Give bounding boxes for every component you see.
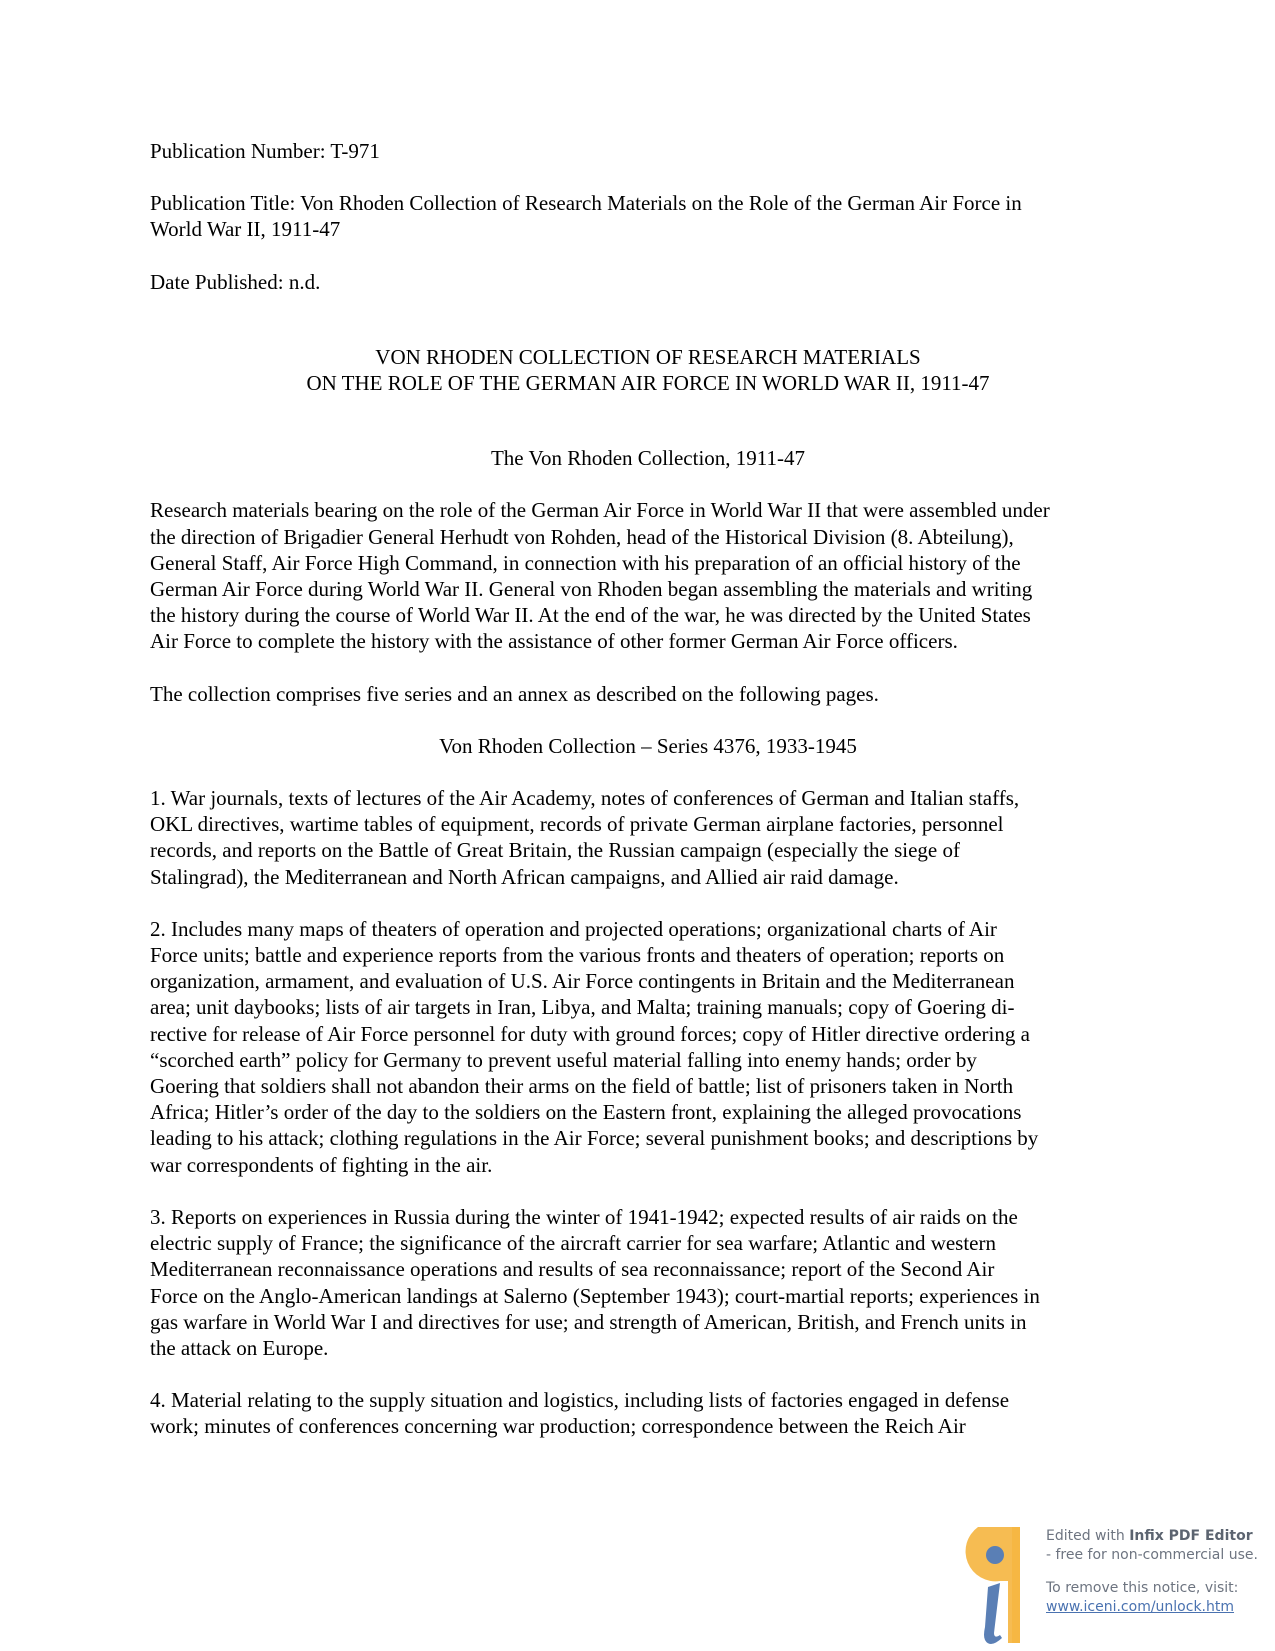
item-3-line: 3. Reports on experiences in Russia during the winter of 1941-1942; expected results of air raids on the [150, 1204, 1018, 1229]
date-published: Date Published: n.d. [150, 269, 321, 294]
item-2-paragraph [150, 916, 1146, 1178]
watermark-text [1046, 1527, 1258, 1617]
publication-number: Publication Number: T-971 [150, 139, 380, 163]
infix-logo-icon [958, 1525, 1038, 1645]
intro-line: Research materials bearing on the role of the German Air Force in World War II that were assembled under [150, 498, 1050, 523]
comprises-paragraph: The collection comprises five series and an annex as described on the following pages. [150, 681, 879, 706]
item-4-paragraph [150, 1387, 1146, 1439]
item-1-paragraph [150, 785, 1146, 890]
item-2-line: area; unit daybooks; lists of air targets in Iran, Libya, and Malta; training manuals; copy of Goering di- [150, 995, 1015, 1020]
watermark-brand: Infix PDF Editor [1129, 1528, 1253, 1544]
item-1-line: OKL directives, wartime tables of equipment, records of private German airplane factories, personnel [150, 812, 1004, 837]
main-title-line-2: ON THE ROLE OF THE GERMAN AIR FORCE IN WORLD WAR II, 1911-47 [306, 371, 990, 396]
item-2-line: Force units; battle and experience reports from the various fronts and theaters of operation; reports on [150, 943, 1005, 968]
series-heading: Von Rhoden Collection – Series 4376, 1933-1945 [439, 733, 857, 758]
intro-paragraph [150, 497, 1146, 654]
item-4-line: 4. Material relating to the supply situation and logistics, including lists of factories engaged in defense [150, 1388, 1010, 1413]
item-1-line: Stalingrad), the Mediterranean and North African campaigns, and Allied air raid damage. [150, 864, 899, 889]
item-3-line: gas warfare in World War I and directives for use; and strength of American, British, and French units in [150, 1309, 1027, 1334]
item-3-line: Mediterranean reconnaissance operations and results of sea reconnaissance; report of the Second Air [150, 1257, 995, 1282]
intro-line: German Air Force during World War II. General von Rhoden began assembling the materials and writing [150, 577, 1033, 602]
collection-heading: The Von Rhoden Collection, 1911-47 [490, 446, 805, 471]
item-2-line: war correspondents of fighting in the air. [150, 1152, 493, 1177]
watermark-prefix: Edited with [1046, 1528, 1130, 1544]
document-body [150, 138, 1146, 1440]
infix-watermark [958, 1525, 1258, 1645]
item-2-line: rective for release of Air Force personnel for duty with ground forces; copy of Hitler directive ordering a [150, 1021, 1030, 1046]
intro-line: the history during the course of World War II. At the end of the war, he was directed by the United States [150, 603, 1031, 628]
publication-title-line-2: World War II, 1911-47 [150, 217, 341, 242]
item-4-line: work; minutes of conferences concerning war production; correspondence between the Reich Air [150, 1414, 966, 1439]
watermark-line-2: - free for non-commercial use. [1046, 1547, 1258, 1563]
watermark-line-3: To remove this notice, visit: [1046, 1580, 1239, 1596]
item-2-line: leading to his attack; clothing regulations in the Air Force; several punishment books; and descriptions by [150, 1126, 1039, 1151]
intro-line: General Staff, Air Force High Command, in connection with his preparation of an official history of the [150, 550, 1021, 575]
item-2-line: 2. Includes many maps of theaters of operation and projected operations; organizational charts of Air [150, 916, 997, 941]
item-2-line: Goering that soldiers shall not abandon their arms on the field of battle; list of prisoners taken in North [150, 1074, 1014, 1099]
item-1-line: 1. War journals, texts of lectures of the Air Academy, notes of conferences of German and Italian staffs, [150, 786, 1020, 811]
intro-line: the direction of Brigadier General Herhudt von Rohden, head of the Historical Division (8. Abteilung), [150, 524, 1014, 549]
item-2-line: organization, armament, and evaluation of U.S. Air Force contingents in Britain and the Mediterranean [150, 969, 1015, 994]
item-2-line: Africa; Hitler’s order of the day to the soldiers on the Eastern front, explaining the alleged provocations [150, 1100, 1022, 1125]
item-3-paragraph [150, 1204, 1146, 1361]
item-3-line: Force on the Anglo-American landings at Salerno (September 1943); court-martial reports; experiences in [150, 1283, 1040, 1308]
item-1-line: records, and reports on the Battle of Great Britain, the Russian campaign (especially the siege of [150, 838, 960, 863]
main-title-line-1: VON RHODEN COLLECTION OF RESEARCH MATERIALS [375, 344, 921, 369]
item-2-line: “scorched earth” policy for Germany to prevent useful material falling into enemy hands; order by [150, 1047, 977, 1072]
item-3-line: electric supply of France; the significance of the aircraft carrier for sea warfare; Atlantic and western [150, 1231, 996, 1256]
item-3-line: the attack on Europe. [150, 1335, 329, 1360]
publication-title-line-1: Publication Title: Von Rhoden Collection of Research Materials on the Role of the German Air Force in [150, 191, 1022, 216]
unlock-link[interactable]: www.iceni.com/unlock.htm [1046, 1599, 1235, 1615]
intro-line: Air Force to complete the history with the assistance of other former German Air Force officers. [150, 629, 958, 654]
